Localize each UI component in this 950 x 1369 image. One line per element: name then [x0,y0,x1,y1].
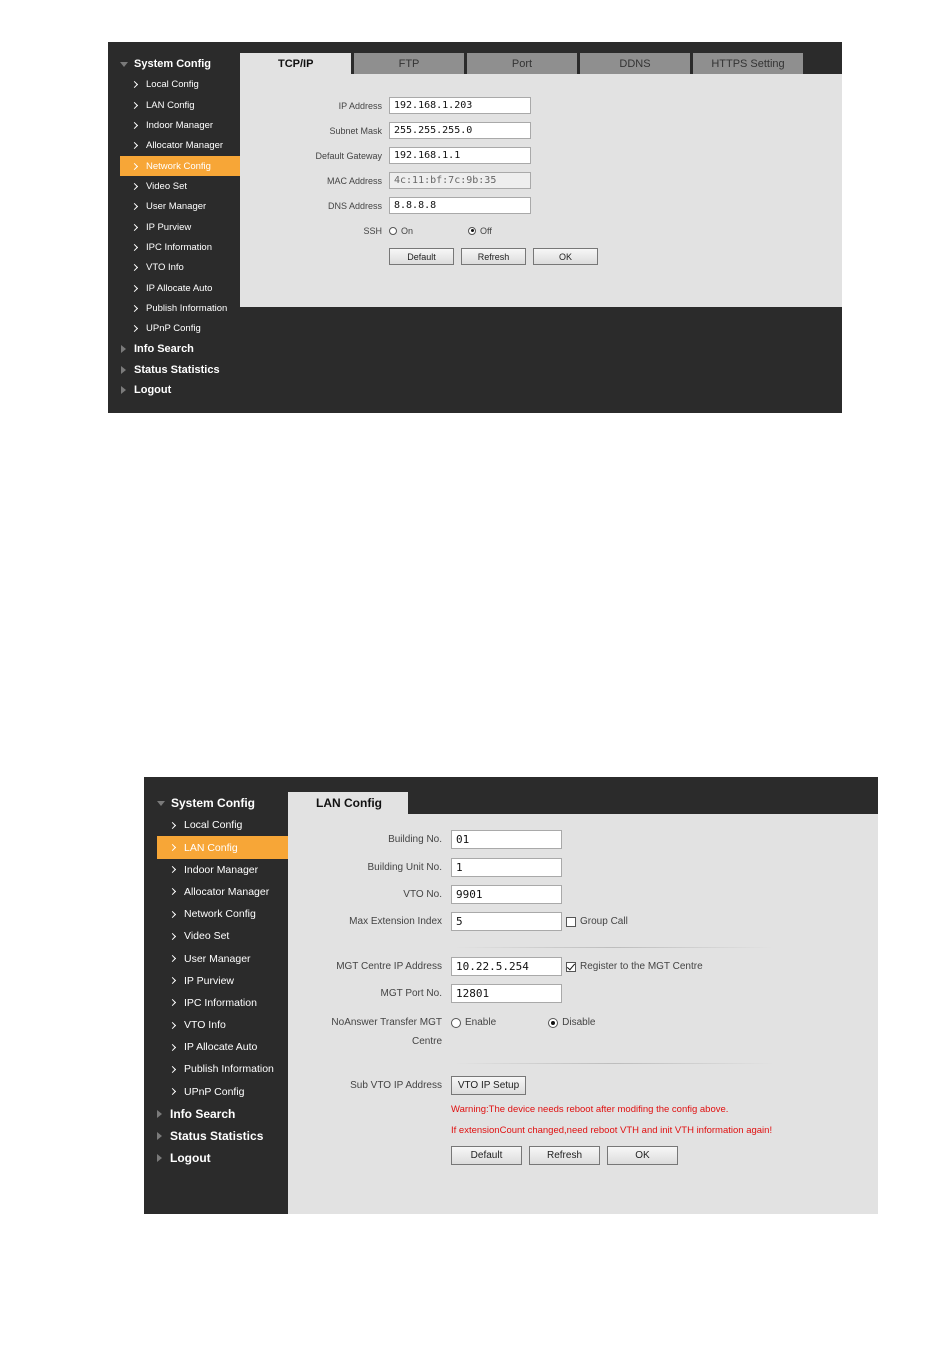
ok-button[interactable]: OK [533,248,598,265]
sidebar-item-allocator-manager[interactable] [108,136,240,156]
sidebar-item-label: Publish Information [184,1063,274,1076]
ssh-row [240,222,492,239]
chevron-right-icon [169,844,176,851]
sidebar-item-label: User Manager [146,201,207,213]
radio-label: On [401,225,414,236]
dns-address-row [240,197,531,214]
mgt-port-row [288,984,562,1003]
chevron-right-icon [169,977,176,984]
tcpip-form [240,74,842,307]
radio-unchecked-icon [451,1018,461,1028]
mgt-port-label: MGT Port No. [380,988,442,999]
button-row [389,248,605,265]
radio-checked-icon [548,1018,558,1028]
sidebar-item-ip-purview[interactable] [108,217,240,237]
refresh-button[interactable]: Refresh [529,1146,600,1165]
building-no-row [288,830,562,849]
tab-label: HTTPS Setting [711,57,785,70]
checkbox-checked-icon [566,962,576,972]
sidebar [144,777,288,1214]
sidebar-item-label: UPnP Config [146,323,201,335]
sidebar-group-status-statistics[interactable] [144,1125,288,1147]
subnet-mask-label: Subnet Mask [329,125,382,136]
warning-extension-text: If extensionCount changed,need reboot VTH and init VTH information again! [451,1125,773,1136]
sidebar-item-ip-allocate-auto[interactable] [108,278,240,298]
ssh-on-radio[interactable] [389,226,413,236]
sidebar-group-info-search[interactable] [108,339,240,360]
lan-config-window [144,777,878,1214]
sidebar-item-allocator-manager[interactable] [144,881,288,903]
sidebar-item-ipc-information[interactable] [108,237,240,257]
building-no-input[interactable] [451,830,562,849]
sidebar-item-label: Local Config [184,819,243,832]
sidebar-group-label: Status Statistics [134,363,220,376]
subnet-mask-row [240,122,531,139]
sidebar-group-label: Status Statistics [170,1129,264,1144]
tab-bar [240,53,803,74]
chevron-right-icon [169,955,176,962]
default-gateway-label: Default Gateway [315,150,382,161]
ip-address-label: IP Address [338,100,382,111]
sidebar-item-ip-allocate-auto[interactable] [144,1036,288,1058]
sidebar-item-label: Indoor Manager [184,863,259,876]
mac-address-field [389,172,531,189]
sidebar-item-label: VTO Info [184,1019,226,1032]
chevron-right-icon [131,142,138,149]
tab-label: FTP [398,57,420,70]
triangle-right-icon [121,366,126,374]
chevron-right-icon [131,305,138,312]
chevron-right-icon [131,285,138,292]
tab-ftp[interactable] [354,53,464,74]
sidebar-item-publish-information[interactable] [144,1058,288,1080]
sidebar-group-label: System Config [171,796,256,811]
ip-address-input[interactable] [389,97,531,114]
sidebar-item-network-config[interactable] [120,156,240,176]
sidebar-group-system-config[interactable] [108,54,240,75]
sidebar-item-network-config[interactable] [144,903,288,925]
button-row [451,1146,685,1165]
sidebar-item-upnp-config[interactable] [144,1081,288,1103]
sidebar-item-label: IP Purview [146,221,192,233]
sidebar-item-label: Video Set [184,930,230,943]
mac-address-row [240,172,531,189]
default-button[interactable]: Default [389,248,454,265]
sidebar-item-publish-information[interactable] [108,298,240,318]
sidebar [108,42,240,413]
ip-address-row [240,97,531,114]
section-divider [454,1063,774,1064]
default-gateway-row [240,147,531,164]
section-divider [454,947,774,948]
chevron-right-icon [131,183,138,190]
sidebar-item-label: Allocator Manager [146,140,224,152]
triangle-right-icon [157,1110,162,1118]
default-gateway-input[interactable] [389,147,531,164]
tab-bar [288,792,408,814]
chevron-right-icon [169,888,176,895]
sidebar-item-label: IP Allocate Auto [146,282,213,294]
refresh-button[interactable]: Refresh [461,248,526,265]
sidebar-item-label: Indoor Manager [146,119,214,131]
chevron-right-icon [169,1066,176,1073]
tab-label: LAN Config [316,796,382,810]
sidebar-item-indoor-manager[interactable] [108,115,240,135]
noanswer-transfer-label [288,1013,442,1051]
sidebar-item-label: Local Config [146,79,199,91]
chevron-right-icon [169,999,176,1006]
vto-no-row [288,885,562,904]
chevron-right-icon [169,866,176,873]
sidebar-item-label: Publish Information [146,302,228,314]
sidebar-group-label: Logout [170,1151,211,1166]
mgt-port-input[interactable] [451,984,562,1003]
chevron-right-icon [131,81,138,88]
chevron-right-icon [131,244,138,251]
chevron-right-icon [131,203,138,210]
sidebar-item-video-set[interactable] [144,925,288,947]
building-unit-row [288,858,562,877]
sidebar-item-user-manager[interactable] [144,947,288,969]
sidebar-item-local-config[interactable] [108,75,240,95]
tab-https-setting[interactable] [693,53,803,74]
mac-address-label: MAC Address [326,175,382,186]
chevron-right-icon [131,101,138,108]
sidebar-item-label: IPC Information [146,241,212,253]
network-config-window [108,42,842,413]
sidebar-item-label: UPnP Config [184,1085,245,1098]
sidebar-group-label: System Config [134,58,212,71]
sidebar-item-ipc-information[interactable] [144,992,288,1014]
checkbox-label: Group Call [580,916,628,927]
sidebar-item-label: IP Allocate Auto [184,1041,258,1054]
sidebar-item-upnp-config[interactable] [108,319,240,339]
noanswer-disable-radio[interactable] [548,1017,595,1028]
chevron-right-icon [131,224,138,231]
tab-port[interactable] [467,53,577,74]
tab-lan-config[interactable] [288,792,408,814]
sub-vto-label: Sub VTO IP Address [350,1080,442,1091]
chevron-right-icon [169,822,176,829]
sidebar-group-label: Info Search [170,1106,236,1121]
sidebar-item-vto-info[interactable] [144,1014,288,1036]
vto-ip-setup-button[interactable]: VTO IP Setup [451,1076,526,1095]
sidebar-group-status-statistics[interactable] [108,359,240,380]
tab-tcp-ip[interactable] [240,53,351,74]
chevron-right-icon [131,163,138,170]
sidebar-group-info-search[interactable] [144,1103,288,1125]
triangle-down-icon [120,62,128,67]
checkbox-label: Register to the MGT Centre [580,961,703,972]
triangle-right-icon [121,345,126,353]
radio-unchecked-icon [389,227,397,235]
chevron-right-icon [131,325,138,332]
sidebar-item-video-set[interactable] [108,176,240,196]
tab-label: TCP/IP [278,57,314,70]
noanswer-label-line2: Centre [411,1036,442,1047]
ssh-label: SSH [363,225,382,236]
noanswer-transfer-row [288,1013,596,1051]
chevron-right-icon [131,122,138,129]
sidebar-item-lan-config[interactable] [157,836,288,858]
ssh-off-radio[interactable] [468,226,492,236]
max-extension-row [288,912,628,931]
sidebar-group-logout[interactable] [108,380,240,401]
triangle-right-icon [157,1154,162,1162]
sidebar-item-label: Network Config [184,908,256,921]
sidebar-item-user-manager[interactable] [108,197,240,217]
sidebar-item-label: LAN Config [184,841,238,854]
sidebar-item-local-config[interactable] [144,814,288,836]
max-extension-label: Max Extension Index [349,916,442,927]
register-mgt-checkbox[interactable] [566,961,703,972]
mgt-ip-input[interactable] [451,957,562,976]
radio-label: Disable [562,1017,596,1028]
sidebar-item-label: IP Purview [184,974,234,987]
sidebar-group-label: Logout [134,384,172,397]
sidebar-group-label: Info Search [134,343,194,356]
noanswer-enable-radio[interactable] [451,1017,496,1028]
radio-label: Off [480,225,492,236]
sidebar-item-label: Allocator Manager [184,885,270,898]
building-unit-input[interactable] [451,858,562,877]
tab-label: Port [511,57,533,70]
chevron-right-icon [169,1088,176,1095]
dns-address-input[interactable] [389,197,531,214]
chevron-right-icon [169,1022,176,1029]
sidebar-item-indoor-manager[interactable] [144,859,288,881]
tab-label: DDNS [619,57,651,70]
sidebar-item-label: User Manager [184,952,251,965]
tab-ddns[interactable] [580,53,690,74]
sidebar-item-label: LAN Config [146,99,195,111]
building-unit-label: Building Unit No. [367,862,442,873]
dns-address-label: DNS Address [327,200,382,211]
sidebar-item-label: Network Config [146,160,211,172]
chevron-right-icon [169,933,176,940]
vto-no-label: VTO No. [403,889,442,900]
vto-no-input[interactable] [451,885,562,904]
sidebar-item-lan-config[interactable] [108,95,240,115]
sub-vto-row [288,1076,533,1095]
noanswer-label-line1: NoAnswer Transfer MGT [331,1017,442,1028]
triangle-right-icon [157,1132,162,1140]
warning-reboot-text: Warning:The device needs reboot after modifing the config above. [451,1104,729,1115]
mgt-ip-row [288,957,703,976]
sidebar-item-label: IPC Information [184,996,257,1009]
ok-button[interactable]: OK [607,1146,678,1165]
chevron-right-icon [169,1044,176,1051]
sidebar-item-ip-purview[interactable] [144,970,288,992]
triangle-right-icon [121,386,126,394]
checkbox-unchecked-icon [566,917,576,927]
building-no-label: Building No. [388,834,442,845]
sidebar-group-logout[interactable] [144,1147,288,1169]
default-button[interactable]: Default [451,1146,522,1165]
lan-config-form [288,814,878,1214]
triangle-down-icon [157,801,165,806]
sidebar-group-system-config[interactable] [144,792,288,814]
group-call-checkbox[interactable] [566,916,628,927]
mgt-ip-label: MGT Centre IP Address [336,961,442,972]
sidebar-item-label: VTO Info [146,262,184,274]
sidebar-item-label: Video Set [146,180,188,192]
subnet-mask-input[interactable] [389,122,531,139]
radio-label: Enable [465,1017,497,1028]
max-extension-input[interactable] [451,912,562,931]
sidebar-item-vto-info[interactable] [108,258,240,278]
chevron-right-icon [131,264,138,271]
chevron-right-icon [169,911,176,918]
radio-checked-icon [468,227,476,235]
